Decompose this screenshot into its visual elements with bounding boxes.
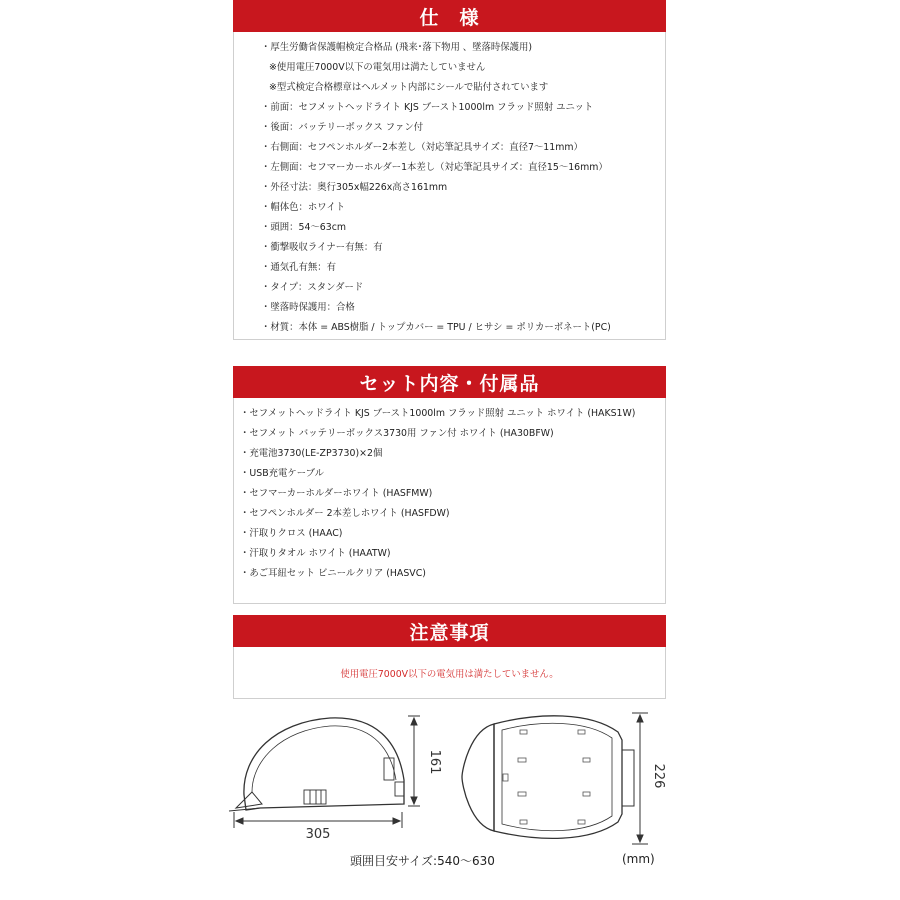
head-size-label: 頭囲目安サイズ:540〜630 xyxy=(350,854,495,868)
spec-note: ※使用電圧7000V以下の電気用は満たしていません xyxy=(269,62,486,73)
spec-item: ・外径寸法：奥行305x幅226x高さ161mm xyxy=(261,182,448,193)
set-item: ・汗取りタオル ホワイト (HAATW) xyxy=(240,548,391,559)
set-item: ・あご耳紐セット ビニールクリア (HASVC) xyxy=(240,568,426,579)
spec-item: ・左側面：セフマーカーホルダー1本差し（対応筆記具サイズ：直径15〜16mm） xyxy=(261,162,608,173)
unit-label: (mm) xyxy=(622,852,655,866)
spec-item: ・材質：本体 = ABS樹脂 / トップカバー = TPU / ヒサシ = ポリカーボネート(PC) xyxy=(261,322,611,333)
set-item: ・充電池3730(LE-ZP3730)×2個 xyxy=(240,448,383,459)
caution-title: 注意事項 xyxy=(233,615,666,647)
spec-list xyxy=(261,38,665,338)
set-item: ・汗取りクロス (HAAC) xyxy=(240,528,343,539)
spec-item: ・帽体色：ホワイト xyxy=(261,202,346,213)
set-box xyxy=(233,398,666,604)
spec-note: ※型式検定合格標章はヘルメット内部にシールで貼付されています xyxy=(269,82,549,93)
set-item: ・セフペンホルダー 2本差しホワイト (HASFDW) xyxy=(240,508,450,519)
set-item: ・セフメット バッテリーボックス3730用 ファン付 ホワイト (HA30BFW) xyxy=(240,428,554,439)
spec-box xyxy=(233,32,666,340)
depth-label: 305 xyxy=(305,827,331,842)
spec-item: ・頭囲：54〜63cm xyxy=(261,222,347,233)
set-title: セット内容・付属品 xyxy=(233,366,666,398)
spec-item: ・右側面：セフペンホルダー2本差し（対応筆記具サイズ：直径7〜11mm） xyxy=(261,142,583,153)
helmet-top-view xyxy=(462,716,634,839)
set-section xyxy=(233,366,666,604)
set-item: ・USB充電ケーブル xyxy=(240,468,325,479)
set-item: ・セフマーカーホルダーホワイト (HASFMW) xyxy=(240,488,433,499)
spec-item: ・タイプ：スタンダード xyxy=(261,282,364,293)
caution-section xyxy=(233,615,666,699)
spec-item: ・墜落時保護用：合格 xyxy=(261,302,355,313)
caution-text: 使用電圧7000V以下の電気用は満たしていません。 xyxy=(340,668,559,680)
helmet-dimension-diagram xyxy=(0,700,900,900)
top-view-vents xyxy=(503,730,590,824)
spec-item: ・衝撃吸収ライナー有無：有 xyxy=(261,242,383,253)
spec-item: ・後面：バッテリーボックス ファン付 xyxy=(261,122,424,133)
spec-title: 仕 様 xyxy=(233,0,666,32)
width-label: 226 xyxy=(651,763,666,789)
spec-item: ・前面：セフメットヘッドライト KJS ブースト1000lm フラッド照射 ユニット xyxy=(261,102,594,113)
height-dimension xyxy=(408,716,420,806)
set-item: ・セフメットヘッドライト KJS ブースト1000lm フラッド照射 ユニット ホワイト (HAKS1W) xyxy=(240,408,636,419)
depth-dimension xyxy=(234,812,402,828)
caution-box xyxy=(233,647,666,699)
spec-item: ・厚生労働省保護帽検定合格品 (飛来･落下物用 、墜落時保護用) xyxy=(261,42,533,53)
spec-section xyxy=(233,0,666,340)
height-label: 161 xyxy=(427,749,442,775)
spec-item: ・通気孔有無：有 xyxy=(261,262,337,273)
set-list xyxy=(240,404,665,584)
helmet-side-view xyxy=(229,718,404,811)
